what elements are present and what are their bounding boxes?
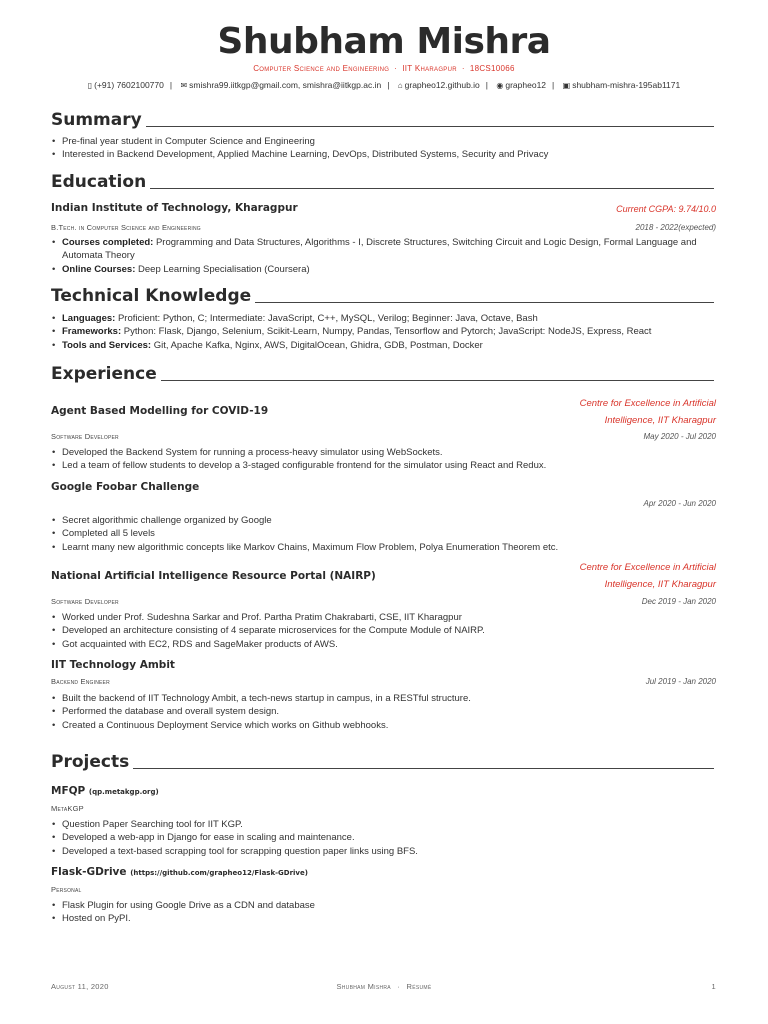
phone: (+91) 7602100770 — [94, 80, 164, 90]
list-item: • Courses completed: Programming and Data Structures, Algorithms - I, Discrete Structures, Switching Circuit and Logic Design, Formal Language and Automata Theory — [51, 236, 721, 263]
school-name: Indian Institute of Technology, Kharagpur — [51, 202, 298, 214]
education-list — [51, 236, 721, 276]
email-link[interactable]: smishra99.iitkgp@gmail.com, smishra@iitkgp.ac.in — [189, 80, 382, 90]
list-item: • Got acquainted with EC2, RDS and SageMaker products of AWS. — [51, 638, 721, 651]
list-item: • Developed a text-based scrapping tool for scrapping question paper links using BFS. — [51, 845, 721, 858]
list-item: • Led a team of fellow students to develop a 3-staged configurable frontend for the simulator using React and Redux. — [51, 459, 721, 472]
section-summary — [51, 110, 714, 130]
section-experience — [51, 364, 714, 384]
experience-title: Google Foobar Challenge — [51, 481, 200, 493]
list-item: • Tools and Services: Git, Apache Kafka, Nginx, AWS, DigitalOcean, Ghidra, GDB, Postman, Docker — [51, 339, 721, 352]
list-item: • Question Paper Searching tool for IIT KGP. — [51, 818, 721, 831]
project-link[interactable]: (https://github.com/grapheo12/Flask-GDrive) — [130, 869, 308, 877]
list-item: • Interested in Backend Development, Applied Machine Learning, DevOps, Distributed Systems, Security and Privacy — [51, 148, 721, 161]
experience-org: Centre for Excellence in Artificial Intelligence, IIT Kharagpur — [579, 562, 716, 590]
section-title: Experience — [51, 364, 157, 384]
section-education — [51, 172, 714, 192]
cgpa: Current CGPA: 9.74/10.0 — [616, 204, 716, 214]
roll-number: 18CS10066 — [469, 64, 515, 73]
list-item: • Online Courses: Deep Learning Specialisation (Coursera) — [51, 263, 721, 276]
project-title: MFQP (qp.metakgp.org) — [51, 785, 159, 797]
footer-center: Shubham Mishra · Résumé — [336, 982, 432, 991]
email-icon: ✉ — [180, 81, 188, 90]
project-list — [51, 818, 721, 858]
footer-date: August 11, 2020 — [51, 982, 109, 991]
section-title: Education — [51, 172, 147, 192]
project-org: MetaKGP — [51, 804, 84, 813]
list-item: • Languages: Proficient: Python, C; Intermediate: JavaScript, C++, MySQL, Verilog; Beginner: Java, Octave, Bash — [51, 312, 721, 325]
experience-list — [51, 692, 721, 732]
experience-org: Centre for Excellence in Artificial Intelligence, IIT Kharagpur — [579, 398, 716, 426]
experience-role: Software Developer — [51, 432, 119, 441]
section-title: Summary — [51, 110, 142, 130]
experience-list — [51, 446, 721, 473]
department: Computer Science and Engineering — [253, 64, 390, 73]
list-item: • Developed an architecture consisting of 4 separate microservices for the Compute Module of NAIRP. — [51, 624, 721, 637]
project-list — [51, 899, 721, 926]
experience-title: National Artificial Intelligence Resource Portal (NAIRP) — [51, 570, 376, 582]
header-subtitle: Computer Science and Engineering · IIT Kharagpur · 18CS10066 — [253, 64, 515, 73]
list-item: • Completed all 5 levels — [51, 527, 721, 540]
education-dates: 2018 - 2022(expected) — [635, 223, 716, 232]
list-item: • Secret algorithmic challenge organized by Google — [51, 514, 721, 527]
list-item: • Learnt many new algorithmic concepts like Markov Chains, Maximum Flow Problem, Polya Enumeration Theorem etc. — [51, 541, 721, 554]
phone-icon: ▯ — [87, 81, 93, 90]
list-item: • Developed a web-app in Django for ease in scaling and maintenance. — [51, 831, 721, 844]
linkedin-link[interactable]: shubham-mishra-195ab1171 — [572, 80, 681, 90]
github-link[interactable]: grapheo12 — [505, 80, 547, 90]
list-item: • Worked under Prof. Sudeshna Sarkar and Prof. Partha Pratim Chakrabarti, CSE, IIT Kharagpur — [51, 611, 721, 624]
linkedin-icon: ▣ — [562, 81, 571, 90]
project-link[interactable]: (qp.metakgp.org) — [88, 788, 159, 796]
section-title: Projects — [51, 752, 130, 772]
project-title: Flask-GDrive (https://github.com/grapheo12/Flask-GDrive) — [51, 866, 308, 878]
list-item: • Hosted on PyPI. — [51, 912, 721, 925]
experience-dates: Dec 2019 - Jan 2020 — [641, 597, 716, 606]
list-item: • Frameworks: Python: Flask, Django, Selenium, Scikit-Learn, Numpy, Pandas, Tensorflow and Pytorch; JavaScript: NodeJS, Express, React — [51, 325, 721, 338]
technical-list — [51, 312, 721, 352]
experience-title: Agent Based Modelling for COVID-19 — [51, 405, 269, 417]
home-icon: ⌂ — [397, 81, 403, 90]
experience-role: Backend Engineer — [51, 677, 110, 686]
experience-list — [51, 611, 721, 651]
section-technical — [51, 286, 714, 306]
project-org: Personal — [51, 885, 82, 894]
institute: IIT Kharagpur — [402, 64, 457, 73]
candidate-name: Shubham Mishra — [217, 21, 551, 62]
experience-role: Software Developer — [51, 597, 119, 606]
list-item: • Created a Continuous Deployment Service which works on Github webhooks. — [51, 719, 721, 732]
section-title: Technical Knowledge — [51, 286, 252, 306]
experience-dates: May 2020 - Jul 2020 — [643, 432, 716, 441]
summary-list — [51, 135, 721, 162]
footer-page-number: 1 — [711, 982, 716, 991]
experience-title: IIT Technology Ambit — [51, 659, 175, 671]
contact-bar: ▯ (+91) 7602100770 | ✉ smishra99.iitkgp@gmail.com, smishra@iitkgp.ac.in | ⌂ grapheo12.github.io | ◉ grapheo12 | ▣ shubham-mishra-195ab1171 — [87, 80, 681, 90]
github-icon: ◉ — [496, 81, 504, 90]
website-link[interactable]: grapheo12.github.io — [404, 80, 480, 90]
list-item: • Flask Plugin for using Google Drive as a CDN and database — [51, 899, 721, 912]
list-item: • Developed the Backend System for running a process-heavy simulator using WebSockets. — [51, 446, 721, 459]
experience-list — [51, 514, 721, 554]
list-item: • Built the backend of IIT Technology Ambit, a tech-news startup in campus, in a RESTful structure. — [51, 692, 721, 705]
list-item: • Pre-final year student in Computer Science and Engineering — [51, 135, 721, 148]
list-item: • Performed the database and overall system design. — [51, 705, 721, 718]
section-projects — [51, 752, 714, 772]
experience-dates: Jul 2019 - Jan 2020 — [645, 677, 716, 686]
experience-dates: Apr 2020 - Jun 2020 — [643, 499, 716, 508]
degree: B.Tech. in Computer Science and Engineering — [51, 223, 201, 232]
